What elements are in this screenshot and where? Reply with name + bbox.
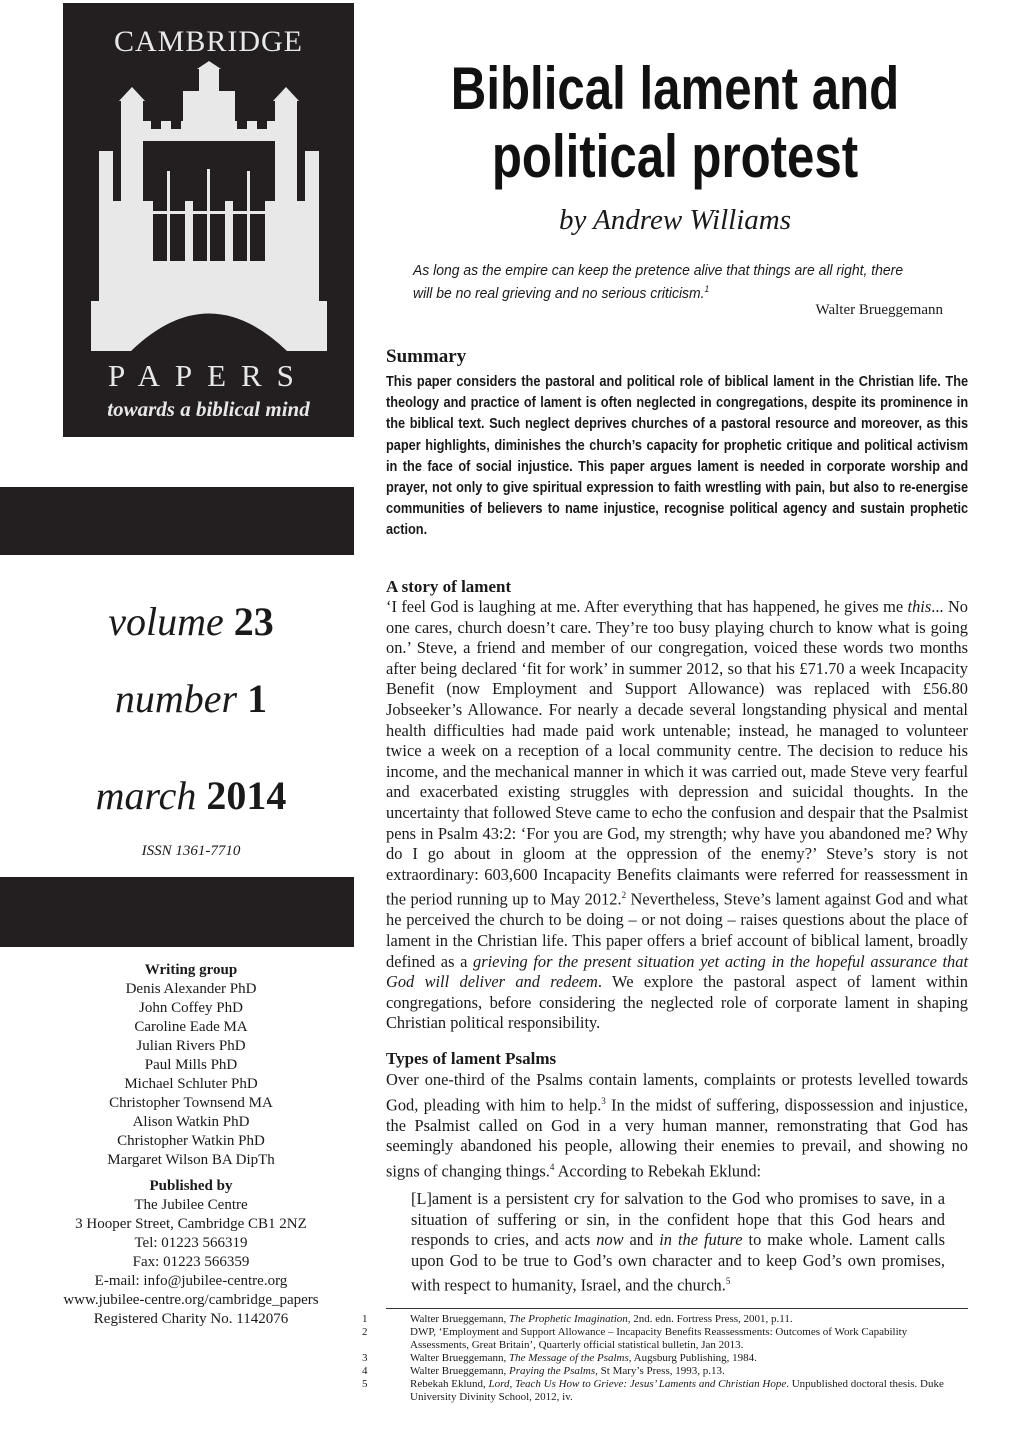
footnote [362,1352,968,1365]
footnote-text: Rebekah Eklund, [410,1378,489,1390]
footnote-text: . Unpublished doctoral thesis. Duke University Divinity School, 2012, iv. [410,1378,944,1403]
writing-group-member: Alison Watkin PhD [132,1114,250,1130]
volume-line [0,598,382,645]
types-heading: Types of lament Psalms [386,1049,557,1068]
footnote-text: Walter Brueggemann, [410,1313,509,1325]
quote-text: [L]ament is a persistent cry for salvation to the God who promises to save, in a situation of suffering or sin, in the confident hope that this God hears and responds to cries, and acts [411,1189,945,1250]
month-label: march [95,773,197,818]
publisher-fax: Fax: 01223 566359 [132,1254,250,1270]
story-paragraph [386,597,968,1034]
story-heading: A story of lament [386,577,512,596]
decorative-bar-top [0,487,354,555]
footnote-ref: 2 [621,890,627,901]
number-line [0,675,382,722]
footnote-number: 2 [362,1326,368,1338]
year: 2014 [206,773,287,818]
eklund-quote [411,1189,945,1296]
writing-group-member: Christopher Watkin PhD [117,1133,265,1149]
footnote [362,1365,968,1378]
quote-emphasis: in the future [659,1230,743,1250]
summary-text: This paper considers the pastoral and political role of biblical lament in the Christian life. The theology and practice of lament is often neglected in congregations, despite its prominence in the biblical text. Such neglect deprives churches of a pastoral resource and moreover, as this paper highlights, diminishes the church’s capacity for prophetic critique and political activism in the face of social injustice. This paper argues lament is needed in corporate worship and prayer, not only to give spiritual expression to faith wrestling with pain, but also to re-energise communities of believers to name injustice, recognise political agency and sustain prophetic action. [386,373,969,539]
writing-group-member: Christopher Townsend MA [109,1095,273,1111]
publisher-website-link[interactable]: www.jubilee-centre.org/cambridge_papers [63,1292,319,1308]
footnote-text: , Augsburg Publishing, 1984. [628,1352,757,1364]
footnote-divider [386,1308,968,1309]
summary-heading: Summary [386,346,467,367]
logo-top-text: CAMBRIDGE [113,25,303,58]
publisher-email: E-mail: info@jubilee-centre.org [94,1273,288,1289]
footnote-number: 4 [362,1365,368,1377]
logo-bottom-text: PAPERS [108,358,309,393]
writing-group-member: Caroline Eade MA [134,1019,248,1035]
footnote-number: 5 [362,1378,368,1390]
footnote [362,1313,968,1326]
epigraph-text: As long as the empire can keep the pretence alive that things are all right, there will be no real grieving and no serious criticism. [413,262,904,302]
footnote-ref: 4 [549,1161,555,1172]
decorative-bar-bottom [0,877,354,947]
footnote-text: , 2nd. edn. Fortress Press, 2001, p.11. [627,1313,793,1325]
footnote-title: The Message of the Psalms [509,1352,629,1364]
footnote-text: Walter Brueggemann, [410,1352,509,1364]
writing-group-member: Julian Rivers PhD [136,1038,246,1054]
footnotes [362,1313,968,1404]
number-label: number [114,676,238,721]
footnote-ref: 3 [601,1095,606,1106]
writing-group-member: Michael Schluter PhD [124,1076,258,1092]
story-emphasis: this [907,597,932,616]
footnote [362,1378,968,1404]
story-text: Nevertheless, Steve’s lament against God and what he perceived the church to be doing – or not doing – raises questions about the place of lament in the Christian life. This paper offers a brief account of biblical lament, broadly defined as a [386,889,968,971]
college-building-icon [91,61,327,351]
issn: ISSN 1361-7710 [141,843,241,859]
writing-group-heading: Writing group [144,962,238,978]
footnote-text: , St Mary’s Press, 1993, p.13. [595,1365,725,1377]
footnote [362,1326,968,1352]
writing-group-member: Denis Alexander PhD [125,981,257,997]
types-text: Over one-third of the Psalms contain laments, complaints or protests levelled towards God, pleading with him to help. [386,1070,968,1115]
footnote-text: DWP, ‘Employment and Support Allowance – Incapacity Benefits Reassessments: Outcomes of Work Capability Assessments, Great Britain’, Quarterly official statistical bulletin, Jan 2013. [410,1326,908,1351]
types-paragraph [386,1070,968,1182]
publisher-heading: Published by [149,1178,233,1194]
types-text: According to Rebekah Eklund: [554,1161,762,1181]
footnote-title: The Prophetic Imagination [509,1313,628,1325]
publisher-address: 3 Hooper Street, Cambridge CB1 2NZ [75,1216,307,1232]
publisher-block [0,1177,382,1329]
paper-title: Biblical lament and political protest [450,55,900,190]
story-text: ‘I feel God is laughing at me. After everything that has happened, he gives me [386,597,908,616]
footnote-number: 3 [362,1352,368,1364]
epigraph-note: 1 [704,284,710,294]
publisher-name: The Jubilee Centre [134,1197,248,1213]
writing-group-member: Paul Mills PhD [144,1057,238,1073]
byline: by Andrew Williams [559,204,791,236]
story-emphasis: grieving for the present situation yet acting in the hopeful assurance that God will deliver and redeem [386,951,969,992]
story-text: . We explore the pastoral aspect of lament within congregations, before considering the neglected role of corporate lament in shaping Christian political responsibility. [386,972,969,1033]
publisher-charity-number: Registered Charity No. 1142076 [93,1311,289,1327]
writing-group-member: Margaret Wilson BA DipTh [107,1152,275,1168]
writing-group-member: John Coffey PhD [139,1000,243,1016]
volume-number: 23 [233,599,274,644]
cambridge-papers-logo [63,3,354,437]
types-text: In the midst of suffering, dispossession and injustice, the Psalmist called on God in a very human manner, remonstrating that God has seemingly abandoned his people, allowing their enemies to prevail, and showing no signs of changing things. [386,1095,968,1181]
footnote-ref: 5 [725,1276,731,1287]
quote-emphasis: now [596,1230,624,1250]
epigraph [413,261,906,303]
volume-label: volume [108,599,224,644]
quote-text: and [623,1230,660,1250]
publisher-tel: Tel: 01223 566319 [134,1235,248,1251]
issue-number: 1 [247,676,268,721]
epigraph-author: Walter Brueggemann [815,302,943,318]
date-line [0,772,382,819]
story-text: ... No one cares, church doesn’t care. They’re too busy playing church to know what is going on.’ Steve, a friend and member of our congregation, voiced these words two months after being declared ‘fit for work’ in summer 2012, so that his £71.70 a week Incapacity Benefit (now Employment and Support Allowance) was replaced with £56.80 Jobseeker’s Allowance. For nearly a decade several longstanding physical and mental health difficulties had made paid work untenable; instead, he managed to volunteer twice a week on a reception of a local community centre. The decision to reduce his income, and the mechanical manner in which it was carried out, made Steve very fearful and exacerbated existing struggles with depression and suicidal thoughts. In the uncertainty that followed Steve came to echo the confusion and despair that the Psalmist pens in Psalm 43:2: ‘For you are God, my strength; why have you abandoned me? Why do I go about in gloom at the oppression of the enemy?’ Steve’s story is not extraordinary: 603,600 Incapacity Benefits claimants were referred for reassessment in the period running up to May 2012. [386,597,968,909]
footnote-title: Praying the Psalms [509,1365,596,1377]
writing-group [0,961,382,1170]
logo-tagline: towards a biblical mind [107,397,310,421]
footnote-number: 1 [362,1313,368,1325]
footnote-title: Lord, Teach Us How to Grieve: Jesus’ Laments and Christian Hope [488,1378,787,1390]
footnote-text: Walter Brueggemann, [410,1365,509,1377]
quote-text: to make whole. Lament calls upon God to be true to God’s own character and to keep God’s own promises, with respect to humanity, Israel, and the church. [411,1230,945,1295]
